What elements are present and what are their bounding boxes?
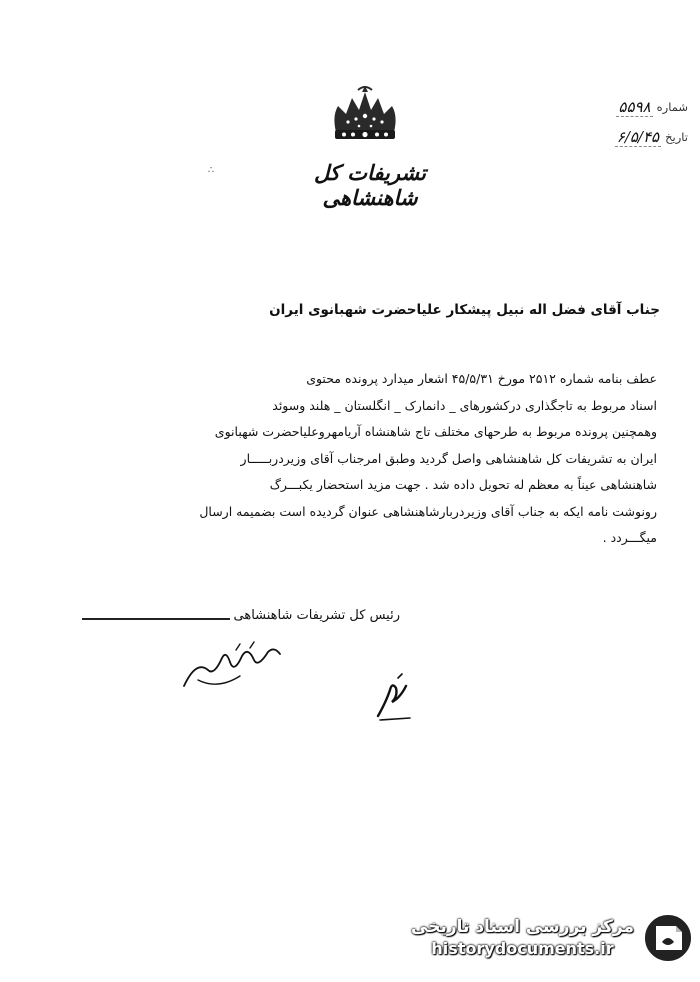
body-line: رونوشت نامه ایکه به جناب آقای وزیردربارشاهنشاهی عنوان گردیده است بضمیمه ارسال (199, 503, 657, 519)
letter-body (60, 366, 657, 552)
date-value: ۶/۵/۴۵ (616, 127, 660, 146)
body-line: وهمچنین پرونده مربوط به طرحهای مختلف تاج شاهنشاه آریامهروعلیاحضرت شهبانوی (214, 424, 657, 439)
body-line: اسناد مربوط به تاجگذاری درکشورهای _ دانمارک _ انگلستان _ هلند وسوئد (272, 397, 657, 413)
closing-block (82, 608, 400, 623)
closing-rule (82, 612, 230, 620)
closing-title: رئیس کل تشریفات شاهنشاهی (233, 608, 400, 623)
pahlavi-crown-emblem (328, 86, 402, 144)
handwritten-initial (372, 672, 416, 724)
handwritten-signature (178, 640, 288, 700)
ink-dots: ∴ (208, 165, 215, 176)
body-line: ایران به تشریفات کل شاهنشاهی واصل گردید وطبق امرجناب آقای وزیردربـــــار (240, 450, 657, 466)
watermark-text (411, 916, 634, 960)
watermark (411, 912, 694, 964)
number-value: ۵۵۹۸ (618, 97, 651, 116)
number-row (548, 92, 688, 122)
signature-icon (178, 640, 288, 700)
initial-icon (372, 672, 416, 724)
watermark-url: historydocuments.ir (431, 939, 614, 958)
letterhead-title: تشریفات کل شاهنشاهی (313, 160, 426, 210)
date-row (548, 122, 688, 152)
body-line: عطف بنامه شماره ۲۵۱۲ مورخ ۴۵/۵/۳۱ اشعار میدارد پرونده محتوی (306, 371, 657, 386)
addressee-line: جناب آقای فضل اله نبیل پیشکار علیاحضرت شهبانوی ایران (269, 302, 660, 318)
body-line: شاهنشاهی عیناً به معظم له تحویل داده شد . جهت مزید استحضار یکبـــرگ (269, 477, 657, 492)
body-line: میگـــردد . (602, 530, 657, 545)
archive-logo-icon (642, 912, 694, 964)
date-label: تاریخ (665, 130, 688, 144)
document-meta (548, 92, 688, 152)
crown-icon (328, 86, 402, 144)
watermark-title: مرکز بررسی اسناد تاریخی (411, 917, 634, 937)
number-label: شماره (656, 100, 688, 114)
